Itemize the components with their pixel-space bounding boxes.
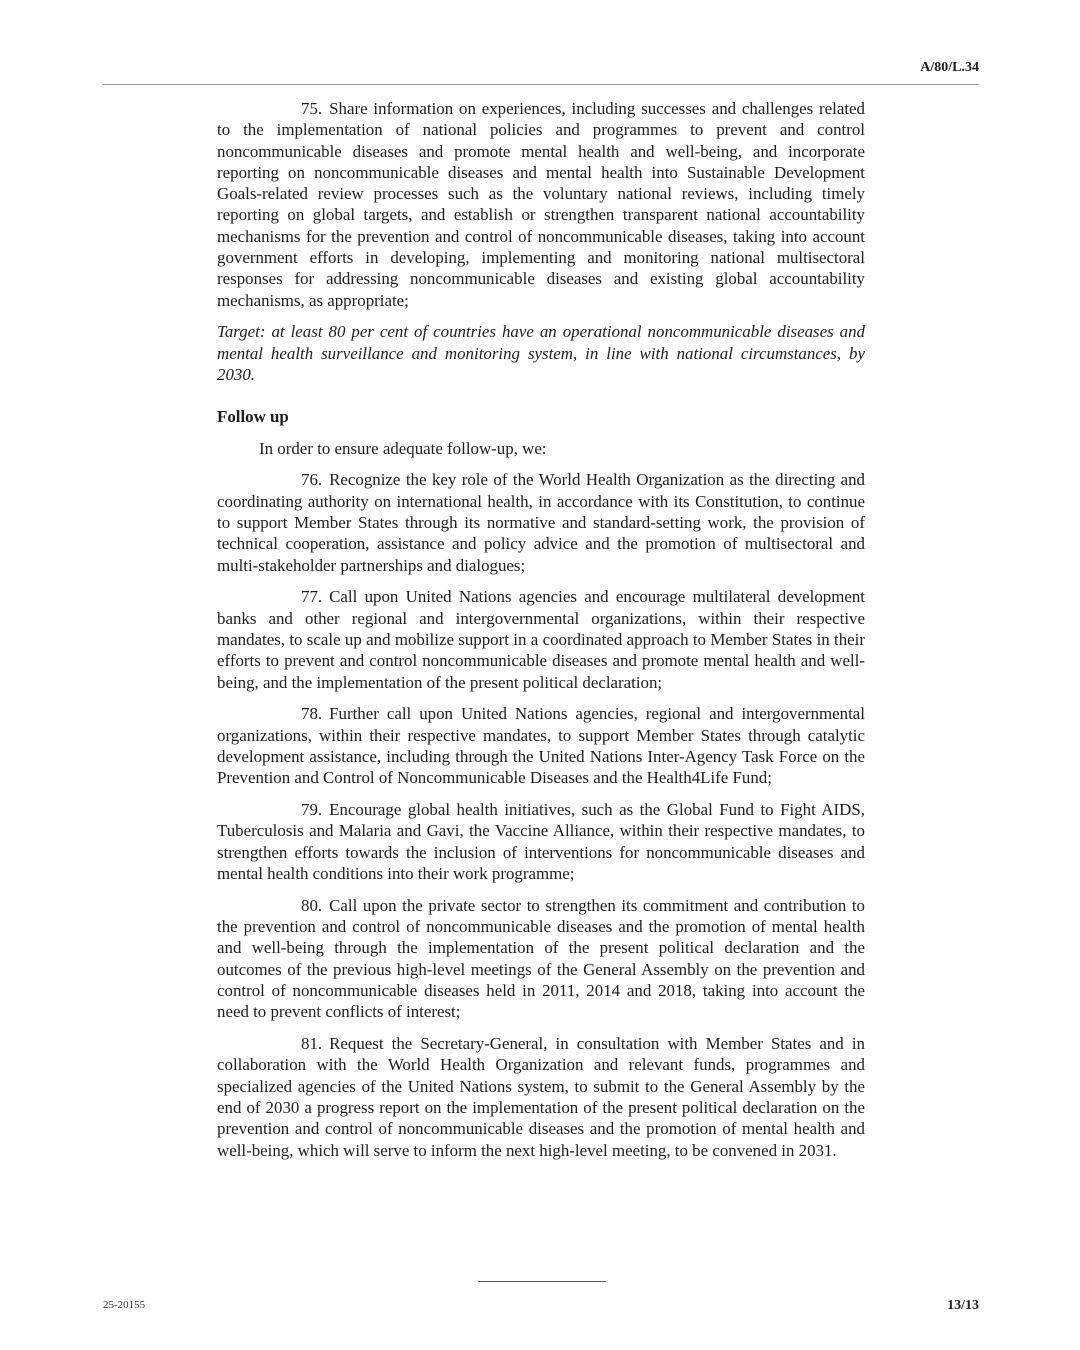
paragraph-77 [217,586,865,692]
paragraph-79 [217,799,865,884]
paragraph-text: Request the Secretary-General, in consultation with Member States and in collaboration with the World Health Organization and relevant funds, programmes and specialized agencies of the United Nations system, to submit to the General Assembly by the end of 2030 a progress report on the implementation of the present political declaration on the prevention and control of noncommunicable diseases and the promotion of mental health and well-being, which will serve to inform the next high-level meeting, to be convened in 2031. [217,1034,865,1160]
paragraph-text: Call upon United Nations agencies and encourage multilateral development banks and other regional and intergovernmental organizations, within their respective mandates, to scale up and mobilize support in a coordinated approach to Member States in their efforts to prevent and control noncommunicable diseases and promote mental health and well-being, and the implementation of the present political declaration; [217,587,865,692]
paragraph-number: 77. [301,587,323,607]
paragraph-text: Recognize the key role of the World Health Organization as the directing and coordinating authority on international health, in accordance with its Constitution, to continue to support Member States through its normative and standard-setting work, the provision of technical cooperation, assistance and policy advice and the promotion of multisectoral and multi-stakeholder partnerships and dialogues; [217,470,865,575]
paragraph-number: 78. [301,704,323,724]
section-heading-follow-up: Follow up [217,407,289,427]
paragraph-number: 79. [301,800,323,820]
paragraph-number: 81. [301,1034,323,1054]
document-symbol: A/80/L.34 [920,60,979,75]
footer-document-number: 25-20155 [103,1299,146,1311]
paragraph-76 [217,469,865,575]
paragraph-75 [217,98,865,311]
header-divider [103,84,979,85]
target-statement: Target: at least 80 per cent of countries have an operational noncommunicable diseases and mental health surveillance and monitoring system, in line with national circumstances, by 2030. [217,322,865,385]
paragraph-number: 80. [301,895,323,915]
paragraph-text: Share information on experiences, including successes and challenges related to the implementation of national policies and programmes to prevent and control noncommunicable diseases and promote mental health and well-being, and incorporate reporting on noncommunicable diseases and mental health into Sustainable Development Goals-related review processes such as the voluntary national reviews, including timely reporting on global targets, and establish or strengthen transparent national accountability mechanisms for the prevention and control of noncommunicable diseases, taking into account government efforts in developing, implementing and monitoring national multisectoral responses for addressing noncommunicable diseases and existing global accountability mechanisms, as appropriate; [217,99,865,310]
paragraph-80 [217,895,865,1023]
document-body [217,98,865,1171]
paragraph-78 [217,703,865,788]
paragraph-text: Call upon the private sector to strengthen its commitment and contribution to the prevention and control of noncommunicable diseases and the promotion of mental health and well-being through the implementation of the present political declaration and the outcomes of the previous high-level meetings of the General Assembly on the prevention and control of noncommunicable diseases held in 2011, 2014 and 2018, taking into account the need to prevent conflicts of interest; [217,895,865,1022]
paragraph-number: 76. [301,470,323,490]
footer-page-number: 13/13 [947,1298,979,1313]
paragraph-text: Encourage global health initiatives, such as the Global Fund to Fight AIDS, Tuberculosis and Malaria and Gavi, the Vaccine Alliance, within their respective mandates, to strengthen efforts towards the inclusion of interventions for noncommunicable diseases and mental health conditions into their work programme; [217,800,865,883]
paragraph-81 [217,1033,865,1161]
paragraph-text: Further call upon United Nations agencies, regional and intergovernmental organizations, within their respective mandates, to support Member States through catalytic development assistance, including through the United Nations Inter-Agency Task Force on the Prevention and Control of Noncommunicable Diseases and the Health4Life Fund; [217,704,865,788]
end-of-document-rule [478,1281,606,1282]
paragraph-number: 75. [301,99,323,118]
intro-paragraph: In order to ensure adequate follow-up, we: [259,438,547,458]
